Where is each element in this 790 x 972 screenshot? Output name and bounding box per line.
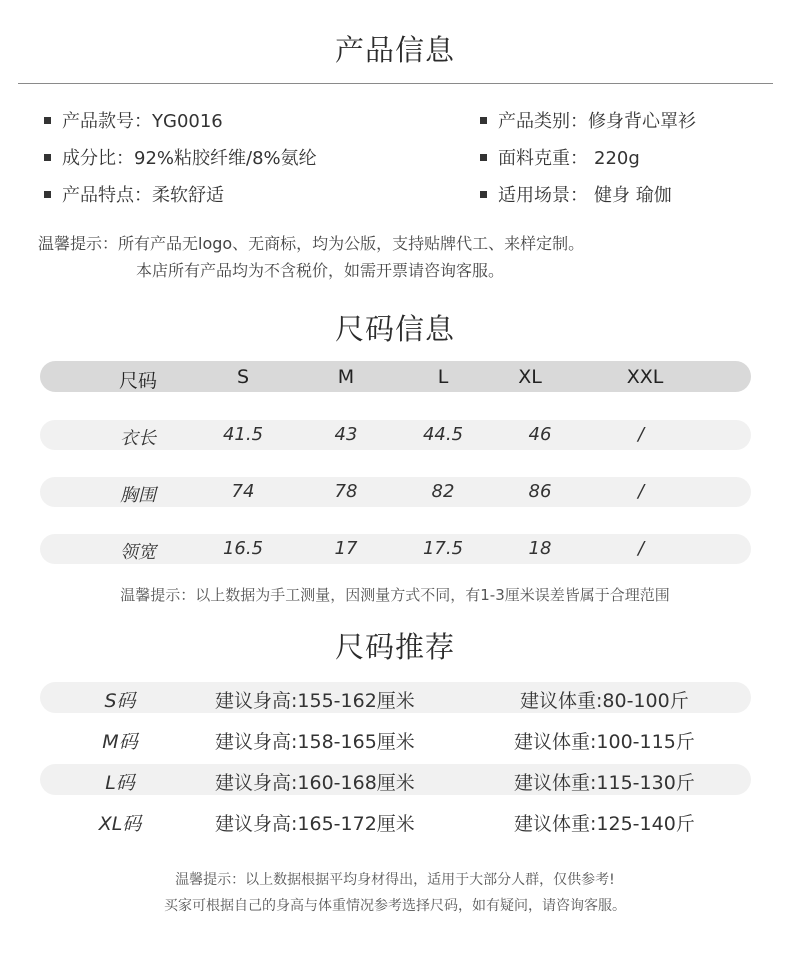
- size-col-header: XL: [518, 366, 542, 388]
- size-col-header: 尺码: [118, 370, 157, 392]
- product-info-title: 产品信息: [334, 33, 455, 67]
- size-cell: 41.5: [222, 424, 264, 445]
- size-row-label: 衣长: [120, 428, 156, 449]
- size-cell: 82: [431, 481, 455, 502]
- size-cell: /: [637, 424, 645, 445]
- info-value: YG0016: [152, 111, 223, 132]
- rec-weight: 建议体重:80-100斤: [520, 690, 689, 712]
- size-col-header: S: [236, 366, 250, 388]
- rec-weight: 建议体重:125-140斤: [514, 813, 695, 835]
- size-row-label: 领宽: [120, 542, 156, 563]
- product-note-line2: 本店所有产品均为不含税价，如需开票请咨询客服。: [136, 261, 505, 280]
- bullet-square-icon: [44, 117, 51, 124]
- size-info-title: 尺码信息: [334, 312, 455, 346]
- info-value: 修身背心罩衫: [588, 111, 696, 132]
- title-divider: [18, 83, 773, 84]
- rec-size-label: S码: [104, 690, 136, 712]
- size-row-label: 胸围: [120, 485, 156, 506]
- info-item-style-no: [44, 107, 223, 133]
- rec-weight: 建议体重:115-130斤: [514, 772, 695, 794]
- recommend-note-line1: 温馨提示：以上数据根据平均身材得出，适用于大部分人群，仅供参考!: [175, 872, 615, 888]
- rec-size-label: XL码: [98, 813, 142, 835]
- info-value: 柔软舒适: [152, 185, 224, 206]
- size-recommend-title: 尺码推荐: [334, 630, 455, 664]
- size-cell: 44.5: [422, 424, 464, 445]
- info-label: 面料克重：: [498, 148, 588, 169]
- bullet-square-icon: [44, 154, 51, 161]
- info-label: 成分比：: [62, 148, 134, 169]
- size-cell: 43: [334, 424, 358, 445]
- size-cell: /: [637, 481, 645, 502]
- size-cell: 86: [528, 481, 552, 502]
- rec-size-label: M码: [102, 731, 138, 753]
- size-col-header: M: [337, 366, 355, 388]
- info-item-scenario: [480, 181, 672, 207]
- size-col-header: XXL: [626, 366, 664, 388]
- size-info-note: 温馨提示：以上数据为手工测量，因测量方式不同，有1-3厘米误差皆属于合理范围: [120, 586, 670, 604]
- size-cell: 17: [334, 538, 358, 559]
- info-item-features: [44, 181, 224, 207]
- bullet-square-icon: [44, 191, 51, 198]
- info-label: 适用场景：: [498, 185, 588, 206]
- info-item-category: [480, 107, 696, 133]
- bullet-square-icon: [480, 154, 487, 161]
- size-cell: 78: [334, 481, 358, 502]
- info-item-fabric-weight: [480, 144, 640, 170]
- rec-height: 建议身高:160-168厘米: [215, 772, 415, 794]
- rec-height: 建议身高:158-165厘米: [215, 731, 415, 753]
- info-label: 产品特点：: [62, 185, 152, 206]
- info-label: 产品类别：: [498, 111, 588, 132]
- bullet-square-icon: [480, 117, 487, 124]
- size-cell: /: [637, 538, 645, 559]
- rec-size-label: L码: [105, 772, 135, 794]
- rec-height: 建议身高:165-172厘米: [215, 813, 415, 835]
- info-item-composition: [44, 144, 317, 170]
- info-value: 220g: [594, 148, 640, 169]
- product-note-line1: 温馨提示：所有产品无logo、无商标，均为公版，支持贴牌代工、来样定制。: [38, 234, 585, 253]
- size-cell: 16.5: [222, 538, 264, 559]
- size-cell: 18: [528, 538, 552, 559]
- info-label: 产品款号：: [62, 111, 152, 132]
- size-cell: 17.5: [422, 538, 464, 559]
- recommend-note-line2: 买家可根据自己的身高与体重情况参考选择尺码，如有疑问，请咨询客服。: [164, 898, 626, 914]
- info-value: 健身 瑜伽: [594, 185, 672, 206]
- rec-weight: 建议体重:100-115斤: [514, 731, 695, 753]
- rec-height: 建议身高:155-162厘米: [215, 690, 415, 712]
- size-cell: 46: [528, 424, 552, 445]
- info-value: 92%粘胶纤维/8%氨纶: [134, 148, 317, 169]
- bullet-square-icon: [480, 191, 487, 198]
- size-cell: 74: [231, 481, 255, 502]
- size-col-header: L: [437, 366, 449, 388]
